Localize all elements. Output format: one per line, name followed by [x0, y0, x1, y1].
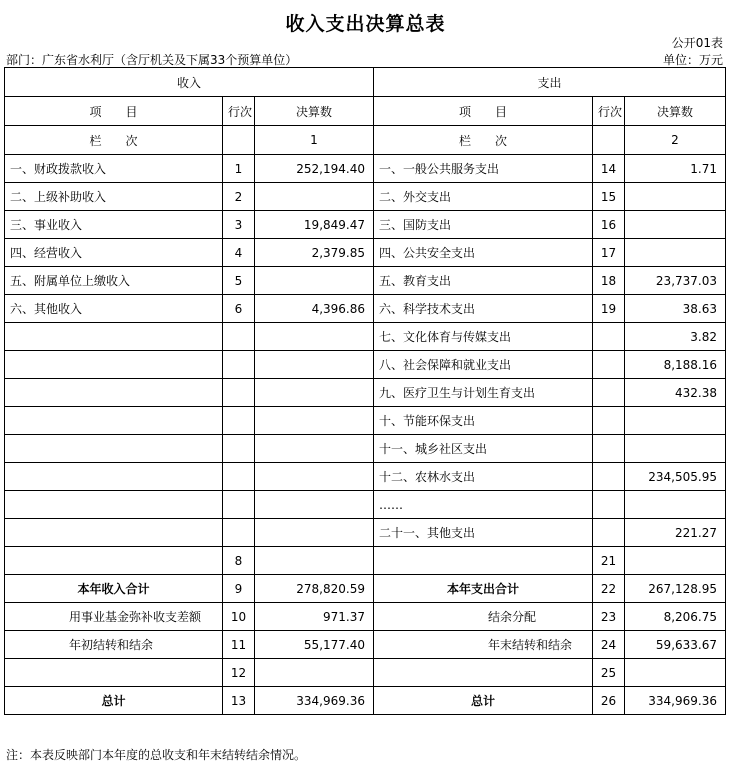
expense-item-label: 五、教育支出 — [374, 267, 593, 295]
income-amount: 19,849.47 — [255, 211, 374, 239]
expense-item-label: 结余分配 — [374, 603, 593, 631]
expense-amount: 8,188.16 — [625, 351, 726, 379]
expense-amount: 432.38 — [625, 379, 726, 407]
expense-line-no: 17 — [593, 239, 625, 267]
expense-item-label: 七、文化体育与传媒支出 — [374, 323, 593, 351]
expense-amount: 59,633.67 — [625, 631, 726, 659]
table-row — [5, 351, 726, 379]
table-row — [5, 211, 726, 239]
expense-amount — [625, 547, 726, 575]
income-line-no: 11 — [223, 631, 255, 659]
income-amount: 278,820.59 — [255, 575, 374, 603]
expense-line-no: 26 — [593, 687, 625, 715]
expense-line-no: 19 — [593, 295, 625, 323]
summary-row — [5, 575, 726, 603]
unit-label: 单位：万元 — [662, 53, 723, 67]
expense-amount: 3.82 — [625, 323, 726, 351]
income-amount — [255, 519, 374, 547]
income-amount — [255, 351, 374, 379]
income-line-no: 6 — [223, 295, 255, 323]
income-amount — [255, 267, 374, 295]
income-item-label: 总计 — [5, 687, 223, 715]
income-section-header: 收入 — [5, 68, 374, 97]
expense-line-no: 15 — [593, 183, 625, 211]
income-line-no: 13 — [223, 687, 255, 715]
income-line-no: 8 — [223, 547, 255, 575]
income-item-label — [5, 491, 223, 519]
income-amount: 252,194.40 — [255, 155, 374, 183]
expense-line-no — [593, 491, 625, 519]
income-item-label — [5, 519, 223, 547]
income-amount — [255, 183, 374, 211]
table-row — [5, 407, 726, 435]
income-amount-header: 决算数 — [255, 97, 374, 126]
expense-item-label — [374, 659, 593, 687]
table-row — [5, 379, 726, 407]
expense-line-no-header: 行次 — [593, 97, 625, 126]
table-row — [5, 463, 726, 491]
expense-item-label: 八、社会保障和就业支出 — [374, 351, 593, 379]
expense-item-header: 项 目 — [374, 97, 593, 126]
expense-item-label: 本年支出合计 — [374, 575, 593, 603]
income-item-label: 四、经营收入 — [5, 239, 223, 267]
income-item-label: 六、其他收入 — [5, 295, 223, 323]
expense-item-label: 一、一般公共服务支出 — [374, 155, 593, 183]
summary-row — [5, 603, 726, 631]
expense-item-label: 年末结转和结余 — [374, 631, 593, 659]
expense-amount — [625, 491, 726, 519]
summary-row — [5, 631, 726, 659]
income-amount — [255, 491, 374, 519]
expense-amount: 221.27 — [625, 519, 726, 547]
footnote: 注：本表反映部门本年度的总收支和年末结转结余情况。 — [6, 748, 307, 762]
income-line-no: 10 — [223, 603, 255, 631]
income-line-no: 12 — [223, 659, 255, 687]
expense-amount: 267,128.95 — [625, 575, 726, 603]
expense-line-no: 18 — [593, 267, 625, 295]
expense-item-label: …… — [374, 491, 593, 519]
expense-line-no — [593, 351, 625, 379]
expense-item-label — [374, 547, 593, 575]
income-line-no: 1 — [223, 155, 255, 183]
income-item-label: 三、事业收入 — [5, 211, 223, 239]
income-item-label — [5, 351, 223, 379]
expense-item-label: 三、国防支出 — [374, 211, 593, 239]
expense-item-label: 十一、城乡社区支出 — [374, 435, 593, 463]
table-row — [5, 183, 726, 211]
expense-amount — [625, 239, 726, 267]
income-line-no — [223, 351, 255, 379]
income-line-no: 3 — [223, 211, 255, 239]
expense-amount — [625, 659, 726, 687]
income-item-label: 一、财政拨款收入 — [5, 155, 223, 183]
income-line-no — [223, 323, 255, 351]
expense-line-no — [593, 323, 625, 351]
income-item-label — [5, 659, 223, 687]
expense-amount — [625, 183, 726, 211]
income-item-label: 本年收入合计 — [5, 575, 223, 603]
income-item-label: 用事业基金弥补收支差额 — [5, 603, 223, 631]
expense-item-label: 十、节能环保支出 — [374, 407, 593, 435]
income-line-no — [223, 463, 255, 491]
expense-line-no: 14 — [593, 155, 625, 183]
income-amount: 2,379.85 — [255, 239, 374, 267]
income-line-no — [223, 491, 255, 519]
expense-line-no: 21 — [593, 547, 625, 575]
income-amount — [255, 379, 374, 407]
expense-line-no: 22 — [593, 575, 625, 603]
income-item-label — [5, 547, 223, 575]
column-index-row — [5, 126, 726, 155]
expense-item-label: 九、医疗卫生与计划生育支出 — [374, 379, 593, 407]
table-row — [5, 239, 726, 267]
summary-row — [5, 659, 726, 687]
income-item-label — [5, 463, 223, 491]
expense-line-no — [593, 519, 625, 547]
income-amount — [255, 463, 374, 491]
expense-line-no — [593, 407, 625, 435]
table-row — [5, 267, 726, 295]
income-line-no: 2 — [223, 183, 255, 211]
page-title: 收入支出决算总表 — [285, 13, 446, 35]
expense-amount — [625, 407, 726, 435]
expense-item-label: 二、外交支出 — [374, 183, 593, 211]
income-item-label — [5, 435, 223, 463]
expense-item-label: 总计 — [374, 687, 593, 715]
section-header-row — [5, 68, 726, 97]
table-row — [5, 519, 726, 547]
expense-amount-header: 决算数 — [625, 97, 726, 126]
income-expense-table — [4, 67, 726, 715]
income-item-label — [5, 323, 223, 351]
summary-row — [5, 687, 726, 715]
expense-line-no: 24 — [593, 631, 625, 659]
income-amount: 55,177.40 — [255, 631, 374, 659]
income-item-label — [5, 379, 223, 407]
expense-line-no: 23 — [593, 603, 625, 631]
expense-section-header: 支出 — [374, 68, 726, 97]
expense-item-label: 二十一、其他支出 — [374, 519, 593, 547]
expense-amount: 8,206.75 — [625, 603, 726, 631]
income-line-no — [223, 379, 255, 407]
income-amount — [255, 407, 374, 435]
column-header-row — [5, 97, 726, 126]
income-amount — [255, 547, 374, 575]
table-row — [5, 155, 726, 183]
expense-column-index: 2 — [625, 126, 726, 155]
table-row — [5, 323, 726, 351]
income-amount — [255, 659, 374, 687]
expense-amount: 1.71 — [625, 155, 726, 183]
income-column-blank — [223, 126, 255, 155]
expense-amount: 234,505.95 — [625, 463, 726, 491]
income-line-no-header: 行次 — [223, 97, 255, 126]
expense-item-label: 四、公共安全支出 — [374, 239, 593, 267]
income-line-no — [223, 519, 255, 547]
expense-item-label: 十二、农林水支出 — [374, 463, 593, 491]
income-item-header: 项 目 — [5, 97, 223, 126]
expense-line-no — [593, 435, 625, 463]
income-line-no — [223, 435, 255, 463]
income-amount — [255, 435, 374, 463]
income-item-label: 五、附属单位上缴收入 — [5, 267, 223, 295]
income-amount: 971.37 — [255, 603, 374, 631]
expense-column-blank — [593, 126, 625, 155]
expense-line-no: 25 — [593, 659, 625, 687]
expense-amount: 334,969.36 — [625, 687, 726, 715]
expense-amount — [625, 211, 726, 239]
form-number: 公开01表 — [671, 36, 723, 50]
table-row — [5, 547, 726, 575]
expense-amount — [625, 435, 726, 463]
table-row — [5, 435, 726, 463]
expense-item-label: 六、科学技术支出 — [374, 295, 593, 323]
income-item-label: 二、上级补助收入 — [5, 183, 223, 211]
expense-line-no: 16 — [593, 211, 625, 239]
income-column-index: 1 — [255, 126, 374, 155]
expense-column-label: 栏 次 — [374, 126, 593, 155]
income-line-no: 4 — [223, 239, 255, 267]
expense-line-no — [593, 379, 625, 407]
expense-amount: 23,737.03 — [625, 267, 726, 295]
income-line-no — [223, 407, 255, 435]
income-amount — [255, 323, 374, 351]
income-line-no: 9 — [223, 575, 255, 603]
income-amount: 334,969.36 — [255, 687, 374, 715]
table-row — [5, 295, 726, 323]
department-label: 部门：广东省水利厅（含厅机关及下属33个预算单位） — [6, 53, 298, 67]
income-column-label: 栏 次 — [5, 126, 223, 155]
income-item-label: 年初结转和结余 — [5, 631, 223, 659]
income-amount: 4,396.86 — [255, 295, 374, 323]
table-row — [5, 491, 726, 519]
expense-amount: 38.63 — [625, 295, 726, 323]
income-line-no: 5 — [223, 267, 255, 295]
income-item-label — [5, 407, 223, 435]
expense-line-no — [593, 463, 625, 491]
